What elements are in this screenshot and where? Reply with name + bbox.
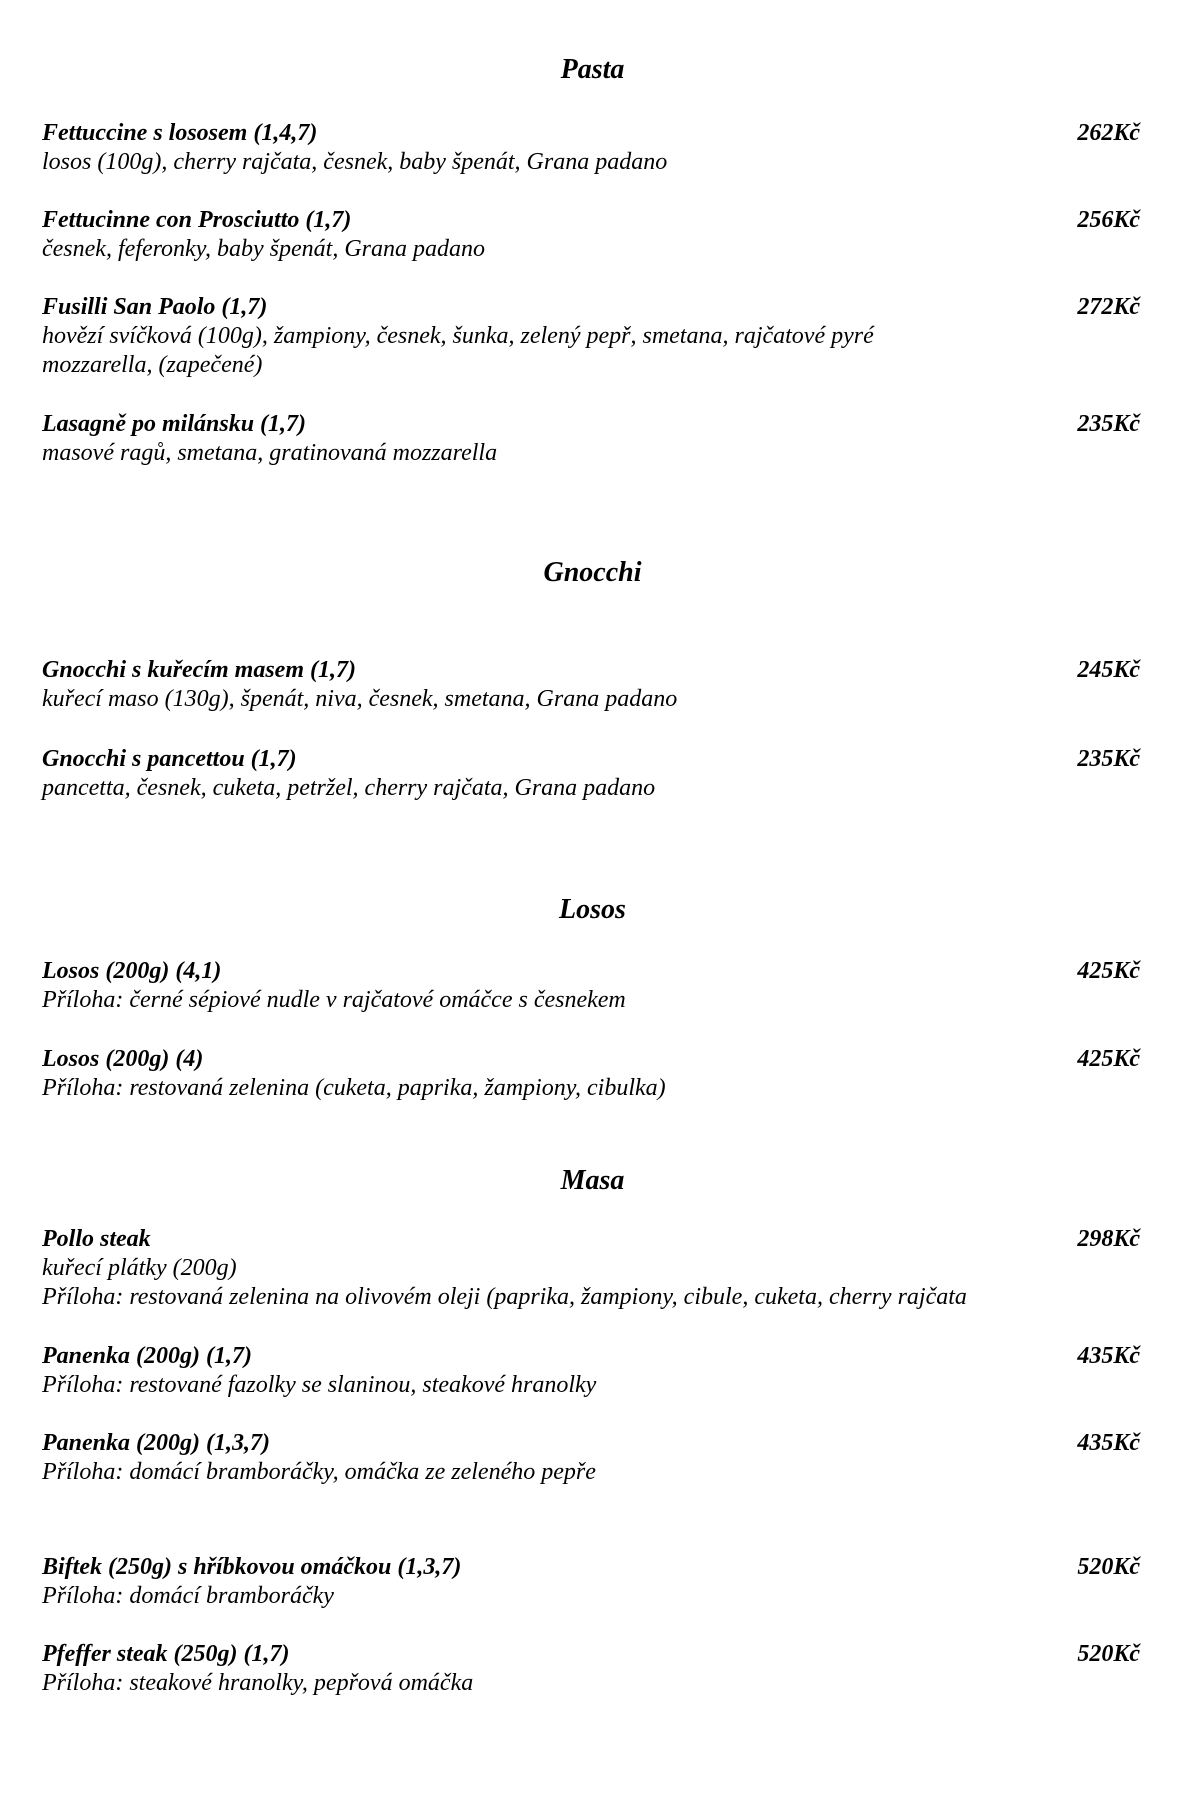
item-name: Panenka (200g) (1,3,7): [42, 1430, 270, 1456]
item-price: 235Kč: [1077, 746, 1140, 772]
item-description: Příloha: restovaná zelenina na olivovém oleji (paprika, žampiony, cibule, cuketa, cherry rajčata: [42, 1284, 967, 1310]
item-price: 245Kč: [1077, 657, 1140, 683]
menu-item: [42, 293, 1140, 380]
menu-item: [42, 1045, 1140, 1103]
item-name: Pfeffer steak (250g) (1,7): [42, 1641, 290, 1667]
item-price: 425Kč: [1077, 1046, 1140, 1072]
menu-item: [42, 656, 1140, 714]
menu-item: [42, 206, 1140, 264]
menu-item: [42, 1553, 1140, 1611]
item-description: hovězí svíčková (100g), žampiony, česnek, šunka, zelený pepř, smetana, rajčatové pyré: [42, 323, 874, 349]
item-name: Lasagně po milánsku (1,7): [42, 411, 307, 437]
section-title-pasta: Pasta: [560, 54, 625, 85]
item-description: Příloha: restované fazolky se slaninou, steakové hranolky: [42, 1372, 597, 1398]
section-title-losos: Losos: [559, 894, 626, 925]
item-name: Pollo steak: [42, 1226, 151, 1252]
item-price: 235Kč: [1077, 411, 1140, 437]
item-name: Fettucinne con Prosciutto (1,7): [42, 207, 352, 233]
item-description: Příloha: restovaná zelenina (cuketa, paprika, žampiony, cibulka): [42, 1075, 666, 1101]
section-title-masa: Masa: [560, 1165, 625, 1196]
menu-item: [42, 1342, 1140, 1400]
item-price: 520Kč: [1077, 1554, 1140, 1580]
item-price: 272Kč: [1077, 294, 1140, 320]
menu-item: [42, 1429, 1140, 1487]
item-description: masové ragů, smetana, gratinovaná mozzarella: [42, 440, 498, 466]
item-price: 256Kč: [1077, 207, 1140, 233]
item-price: 435Kč: [1077, 1343, 1140, 1369]
section-title-gnocchi: Gnocchi: [543, 557, 642, 588]
item-name: Fettuccine s lososem (1,4,7): [42, 120, 318, 146]
menu-item: [42, 119, 1140, 177]
item-description: kuřecí plátky (200g): [42, 1255, 237, 1281]
menu-item: [42, 745, 1140, 803]
menu-item: [42, 1225, 1140, 1312]
item-description: losos (100g), cherry rajčata, česnek, baby špenát, Grana padano: [42, 149, 668, 175]
item-name: Gnocchi s kuřecím masem (1,7): [42, 657, 356, 683]
item-name: Losos (200g) (4,1): [42, 958, 222, 984]
item-name: Fusilli San Paolo (1,7): [42, 294, 268, 320]
item-description: pancetta, česnek, cuketa, petržel, cherry rajčata, Grana padano: [42, 775, 656, 801]
item-name: Biftek (250g) s hříbkovou omáčkou (1,3,7): [42, 1554, 462, 1580]
item-description: mozzarella, (zapečené): [42, 352, 263, 378]
menu-item: [42, 1640, 1140, 1698]
item-description: Příloha: domácí bramboráčky, omáčka ze zeleného pepře: [42, 1459, 596, 1485]
item-name: Panenka (200g) (1,7): [42, 1343, 252, 1369]
item-description: Příloha: černé sépiové nudle v rajčatové omáčce s česnekem: [42, 987, 626, 1013]
item-price: 425Kč: [1077, 958, 1140, 984]
item-description: Příloha: steakové hranolky, pepřová omáčka: [42, 1670, 474, 1696]
menu-item: [42, 957, 1140, 1015]
item-description: česnek, feferonky, baby špenát, Grana padano: [42, 236, 486, 262]
item-name: Losos (200g) (4): [42, 1046, 204, 1072]
item-price: 435Kč: [1077, 1430, 1140, 1456]
menu-item: [42, 410, 1140, 468]
item-description: kuřecí maso (130g), špenát, niva, česnek, smetana, Grana padano: [42, 686, 678, 712]
item-price: 520Kč: [1077, 1641, 1140, 1667]
item-price: 298Kč: [1077, 1226, 1140, 1252]
item-price: 262Kč: [1077, 120, 1140, 146]
item-name: Gnocchi s pancettou (1,7): [42, 746, 297, 772]
item-description: Příloha: domácí bramboráčky: [42, 1583, 334, 1609]
